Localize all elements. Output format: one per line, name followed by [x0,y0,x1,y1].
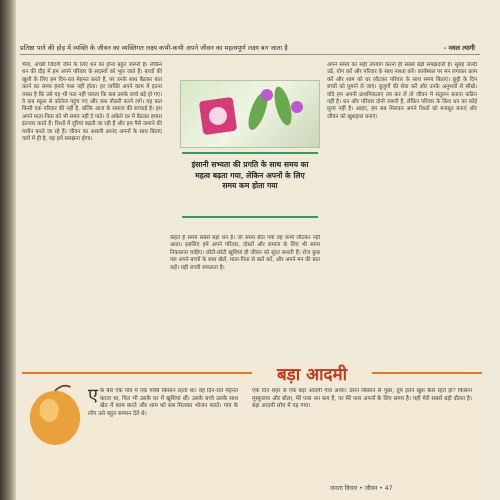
flower-shape [291,101,303,113]
page-spine [0,0,16,500]
story-right-column [252,388,472,478]
page-footer: जनता विचार • जीवन • 47 [330,485,393,492]
story-box [22,358,482,500]
article-photo [180,80,320,148]
flower-shape [261,89,273,101]
header-line [20,44,475,52]
article-column-2 [170,235,320,355]
column-2-text: कहते हैं समय सबसे बड़ा धन है। जो समय बीत गया वह कभी लौटकर नहीं आता। इसलिए हमें अपने परिवार, दोस्तों और समाज के लिए भी समय निकालना चाहिए। छोटी-छोटी खुशियां ही जीवन को सुंदर बनाती हैं। रोज कुछ पल अपने बच्चों के साथ खेलें, माता-पिता से बातें करें, और अपने मन की बात कहें। यही सच्ची सफलता है। [170,235,320,271]
column-3-text: अपने समय का सही उपयोग करना ही सबसे बड़ी समझदारी है। सुबह जल्दी उठें, योग करें और परिवार के साथ नाश्ता करें। कार्यस्थल पर मन लगाकर काम करें और शाम को घर लौटकर परिवार के साथ समय बिताएं। छुट्टी के दिन बच्चों को घुमाने ले जाएं। बुजुर्गों की सेवा करें और उनके अनुभवों से सीखें। यदि हम अपनी प्राथमिकताएं तय कर लें तो जीवन में संतुलन बनाना कठिन नहीं है। धन और परिवार दोनों जरूरी हैं, लेकिन परिवार के बिना धन का कोई मूल्य नहीं है। आइए, हम सब मिलकर अपने रिश्तों को मजबूत बनाएं और जीवन को खुशहाल बनाएं। [327,62,477,120]
article-column-1 [22,62,162,307]
author-name: - नवल त्यागी [443,44,475,52]
drop-cap: ए [88,388,98,406]
story-left-column [88,388,238,496]
header-rule [20,54,480,55]
story-right-text: एक दिन शहर से एक बड़ा आदमी गांव आया। उसने किसान से पूछा, तुम इतने खुश कैसे रहते हो? किसान मुस्कुराया और बोला, मेरे पास धन कम है, पर मेरे पास अपनों के लिए समय है। यही मेरी सबसे बड़ी दौलत है। बड़ा आदमी सोच में पड़ गया। [252,388,472,410]
clock-icon [199,97,237,135]
column-1-text: भैया, अच्छी जिंदगी जीने के लिए धन का होना बहुत जरूरी है। लेकिन धन की दौड़ में हम अपने परिवार के सदस्यों को भूल जाते हैं। बच्चों की खुशी के लिए हम दिन-रात मेहनत करते हैं, पर उनके साथ बैठकर बात करने का समय हमारे पास नहीं होता। हर व्यक्ति अपने काम में इतना व्यस्त है कि उसे यह भी पता नहीं चलता कि कब उसके बच्चे बड़े हो गए। वे कब स्कूल से कॉलेज पहुंच गए और कब नौकरी करने लगे। यह बात किसी एक परिवार की नहीं है, बल्कि आज के समाज की सच्चाई है। हम अपने माता-पिता को भी समय नहीं दे पाते। वे अकेले घर में बैठकर हमारा इंतजार करते हैं। रिश्तों में दूरियां बढ़ती जा रही हैं और हम पैसे कमाने की मशीन बनते जा रहे हैं। जीवन का असली आनंद अपनों के साथ बिताए पलों में ही है, यह हमें समझना होगा। [22,62,162,143]
story-left-text: क बार एक गांव में एक गरीब किसान रहता था। वह दिन-रात मेहनत करता था, फिर भी उसके घर में खुशियां थीं। उसके बच्चे उसके साथ खेत में काम करते और शाम को सब मिलकर भोजन करते। गांव के लोग उसे बहुत सम्मान देते थे। [88,388,238,417]
story-title: बड़ा आदमी [252,362,372,385]
header-text: प्रतिष्ठा पाने की होड़ में व्यक्ति के जीवन का व्यक्तिगत लक्ष्य कभी-कभी अपने जीवन का महत्वपूर्ण लक्ष्य बन जाता है [20,44,288,52]
fruit-illustration [26,380,84,450]
pull-quote-text: इंसानी सभ्यता की प्रगति के साथ समय का महत्व बढ़ता गया, लेकिन अपनों के लिए समय कम होता गया [191,160,309,190]
clock-face [208,106,228,126]
pull-quote [182,152,318,218]
article-column-3 [327,62,477,357]
